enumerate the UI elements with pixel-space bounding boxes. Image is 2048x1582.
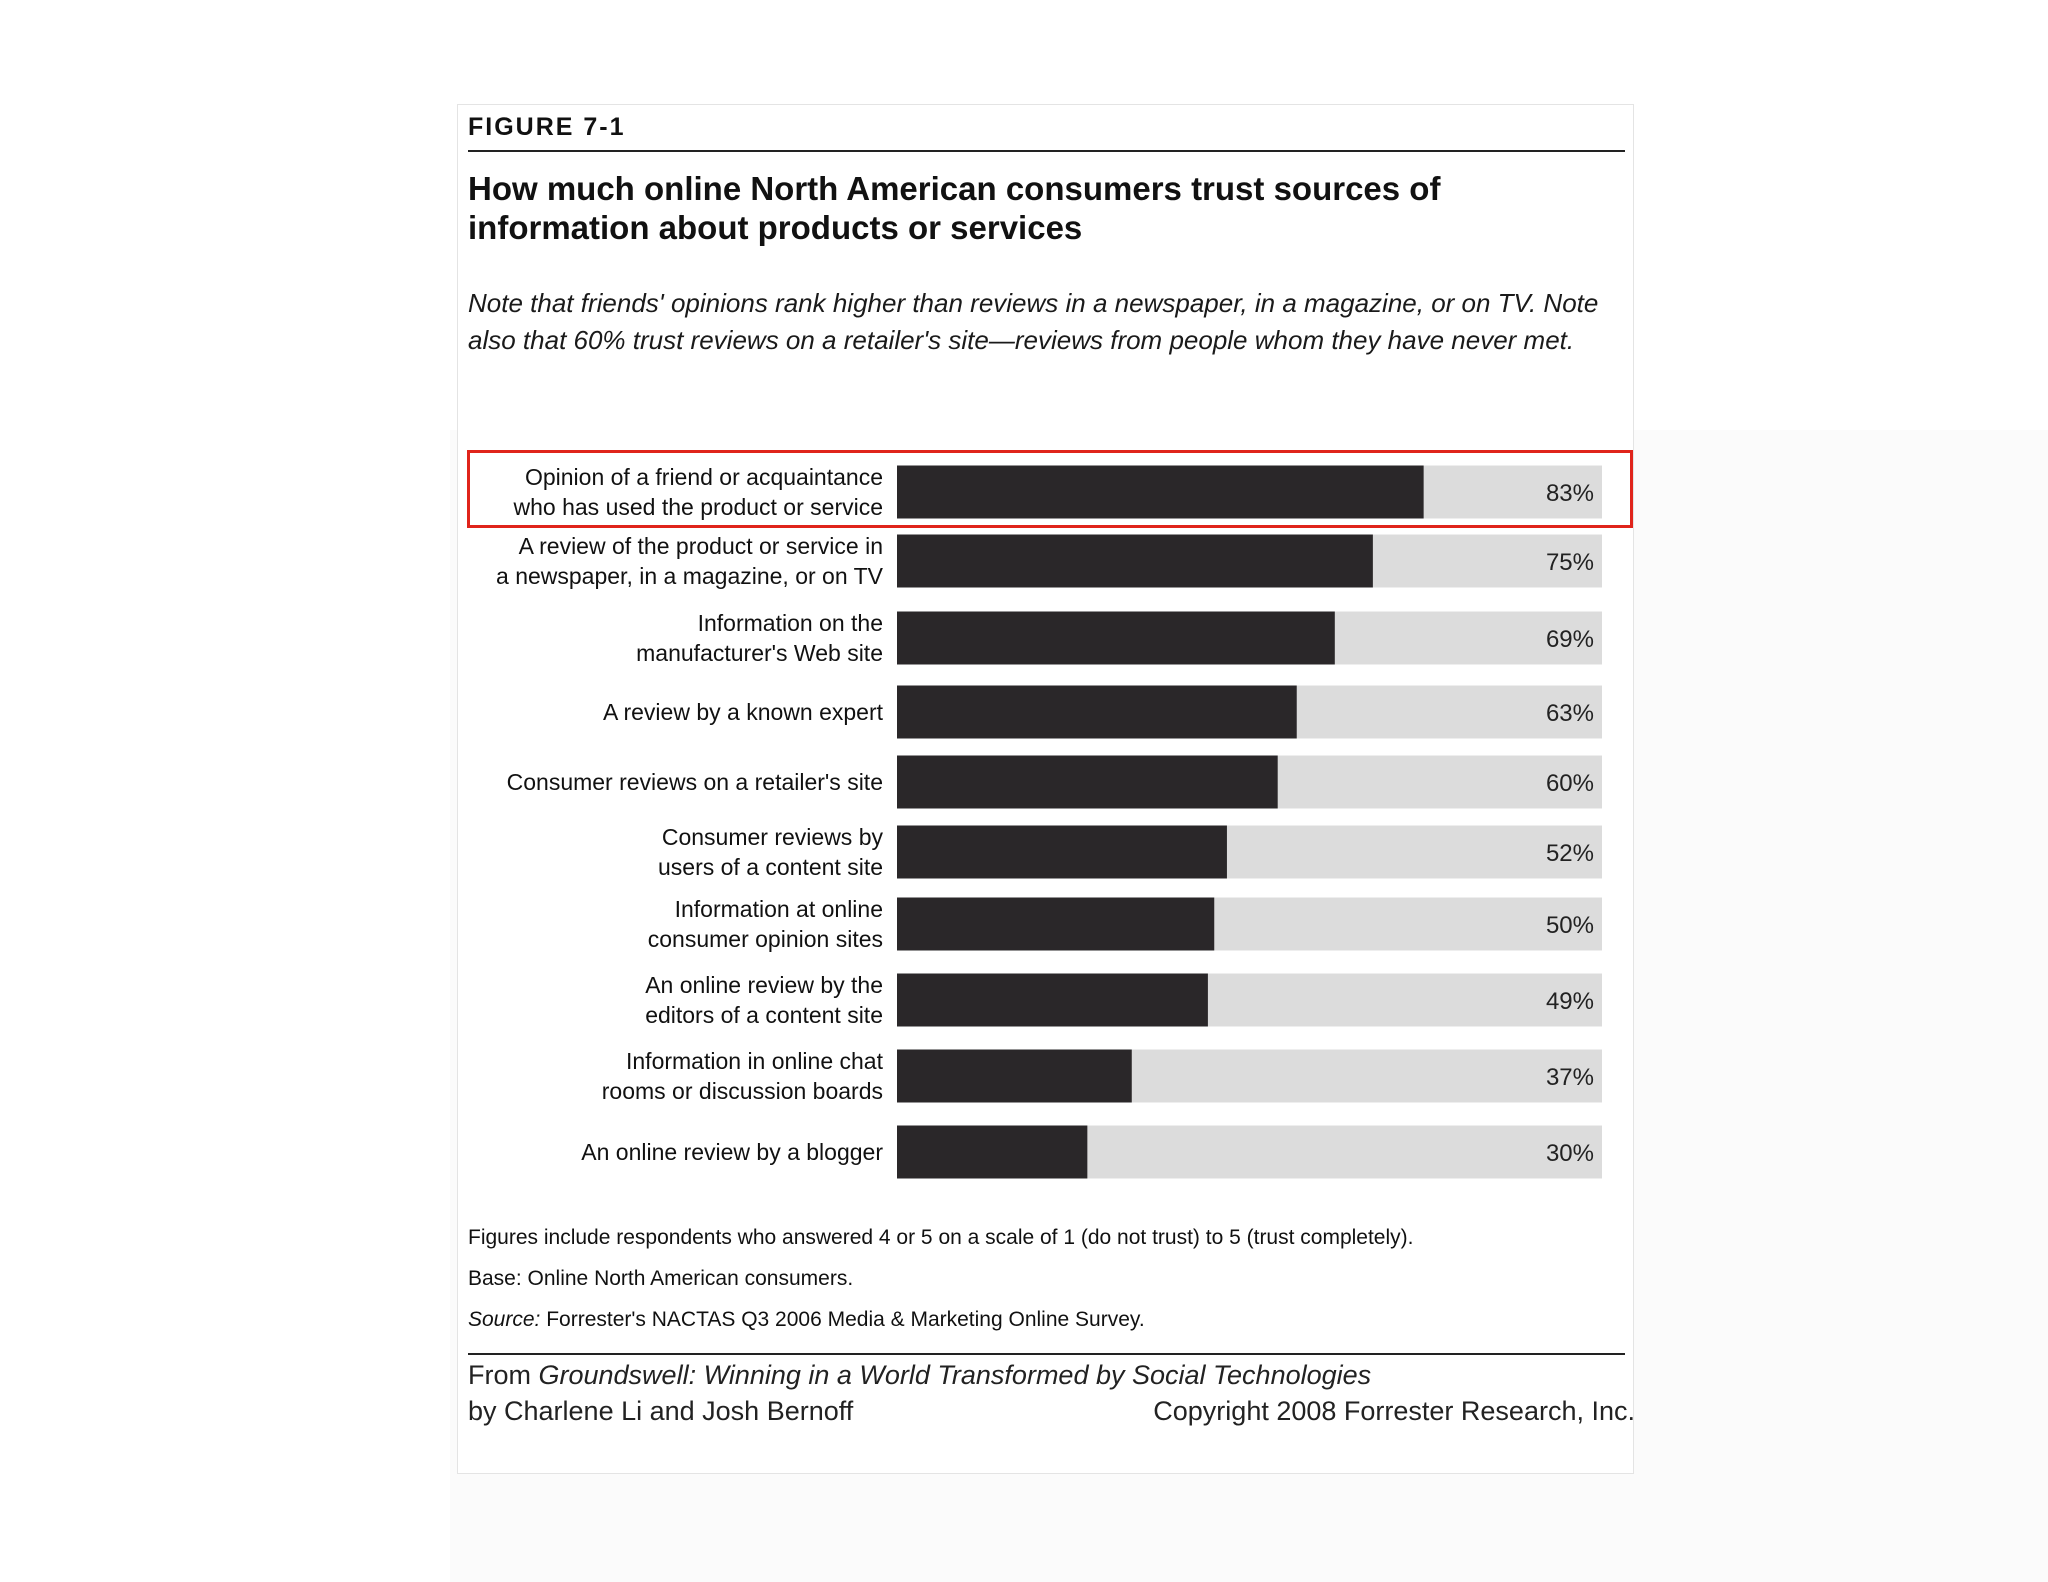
- source-label: Source:: [468, 1308, 541, 1331]
- category-label: Information in online chat: [626, 1048, 883, 1074]
- bar: [897, 898, 1214, 951]
- category-label: consumer opinion sites: [647, 926, 883, 952]
- category-label: Consumer reviews on a retailer's site: [506, 769, 883, 795]
- bar: [897, 1050, 1132, 1103]
- highlight-box: [467, 450, 1633, 528]
- data-label: 83%: [1545, 480, 1594, 507]
- chart-title: How much online North American consumers trust sources of information about products or services: [468, 170, 1441, 246]
- category-label: Consumer reviews by: [661, 824, 883, 850]
- category-label: Information at online: [674, 896, 883, 922]
- data-label: 49%: [1545, 988, 1594, 1015]
- category-label: Opinion of a friend or acquaintance: [524, 464, 883, 490]
- category-label: Information on the: [697, 610, 883, 636]
- chart-subtitle: Note that friends' opinions rank higher than reviews in a newspaper, in a magazine, or on TV. Note also that 60% trust reviews on a retailer's site—reviews from people whom they have never met.: [468, 288, 1599, 355]
- category-label: users of a content site: [657, 854, 883, 880]
- category-label: A review of the product or service in: [518, 533, 883, 559]
- credit-copyright: Copyright 2008 Forrester Research, Inc.: [1153, 1396, 1635, 1426]
- credit-from: From: [468, 1360, 539, 1390]
- data-label: 75%: [1545, 549, 1594, 576]
- category-label: editors of a content site: [645, 1002, 883, 1028]
- category-label: An online review by a blogger: [581, 1139, 883, 1165]
- bar: [897, 686, 1297, 739]
- chart-notes: [468, 1217, 1628, 1340]
- category-label: A review by a known expert: [603, 699, 883, 725]
- bar: [897, 756, 1278, 809]
- credit-from-line: [468, 1357, 1635, 1393]
- top-rule: [468, 150, 1625, 152]
- data-label: 50%: [1545, 912, 1594, 939]
- note-base: Base: Online North American consumers.: [468, 1267, 854, 1290]
- bar: [897, 1126, 1087, 1179]
- data-label: 30%: [1545, 1140, 1594, 1167]
- note-source: [468, 1299, 1628, 1340]
- data-label: 63%: [1545, 700, 1594, 727]
- category-label: An online review by the: [645, 972, 883, 998]
- figure-panel: [457, 104, 1634, 1474]
- category-label: who has used the product or service: [513, 494, 883, 520]
- data-label: 69%: [1545, 626, 1594, 653]
- figure-label: FIGURE 7-1: [468, 113, 626, 141]
- credit-block: [468, 1357, 1635, 1429]
- bar-chart: [458, 445, 1635, 1295]
- bar-chart-svg: [458, 445, 1635, 1295]
- category-label: rooms or discussion boards: [601, 1078, 883, 1104]
- data-label: 60%: [1545, 770, 1594, 797]
- data-label: 37%: [1545, 1064, 1594, 1091]
- bar: [897, 974, 1208, 1027]
- credit-book-title: Groundswell: Winning in a World Transformed by Social Technologies: [538, 1360, 1372, 1390]
- credit-authors: by Charlene Li and Josh Bernoff: [468, 1396, 854, 1426]
- source-text: Forrester's NACTAS Q3 2006 Media & Marketing Online Survey.: [540, 1308, 1145, 1331]
- category-label: a newspaper, in a magazine, or on TV: [496, 563, 883, 589]
- data-label: 52%: [1545, 840, 1594, 867]
- category-label: manufacturer's Web site: [636, 640, 883, 666]
- bottom-rule: [468, 1353, 1625, 1355]
- bar: [897, 535, 1373, 588]
- bar: [897, 612, 1335, 665]
- note-figures: Figures include respondents who answered 4 or 5 on a scale of 1 (do not trust) to 5 (trust completely).: [468, 1226, 1414, 1249]
- bar: [897, 826, 1227, 879]
